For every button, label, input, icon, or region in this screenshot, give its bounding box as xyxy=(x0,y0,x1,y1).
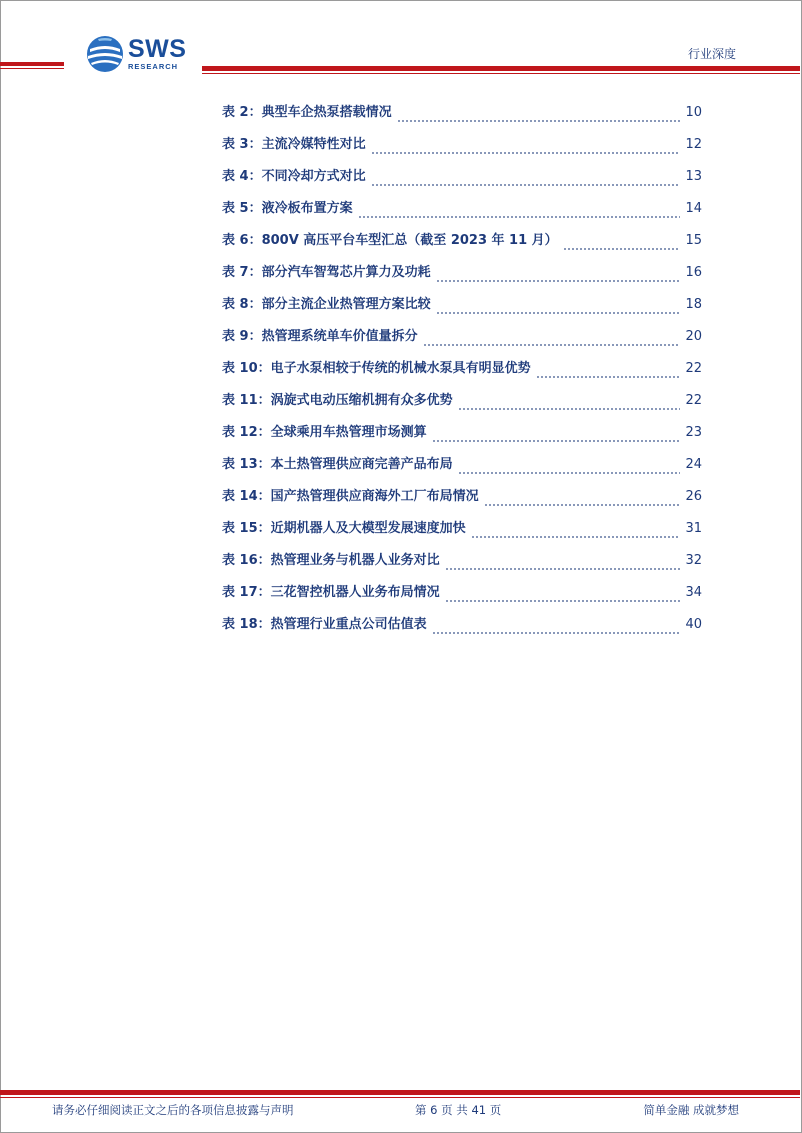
footer-rule-thin xyxy=(0,1097,800,1098)
toc-entry[interactable] xyxy=(222,485,702,517)
toc-entry-page: 16 xyxy=(685,265,702,280)
toc-entry[interactable] xyxy=(222,293,702,325)
footer-disclaimer: 请务必仔细阅读正文之后的各项信息披露与声明 xyxy=(52,1103,294,1117)
header-rule-left xyxy=(0,62,64,66)
footer-slogan: 简单金融 成就梦想 xyxy=(643,1103,739,1117)
toc-entry-page: 15 xyxy=(685,233,702,248)
toc-leader-dots xyxy=(371,184,681,186)
toc-entry-label: 表 2：典型车企热泵搭载情况 xyxy=(222,105,392,120)
toc-leader-dots xyxy=(471,536,681,538)
report-category: 行业深度 xyxy=(687,47,736,61)
toc-leader-dots xyxy=(358,216,681,218)
toc-entry-page: 10 xyxy=(685,105,702,120)
toc-entry-page: 23 xyxy=(685,425,702,440)
toc-leader-dots xyxy=(445,568,681,570)
toc-entry-label: 表 7：部分汽车智驾芯片算力及功耗 xyxy=(222,265,431,280)
toc-entry[interactable] xyxy=(222,549,702,581)
toc-entry-page: 13 xyxy=(685,169,702,184)
logo-subtitle: RESEARCH xyxy=(128,62,179,72)
toc-entry[interactable] xyxy=(222,421,702,453)
toc-entry[interactable] xyxy=(222,581,702,613)
toc-entry[interactable] xyxy=(222,517,702,549)
toc-entry-label: 表 3：主流冷媒特性对比 xyxy=(222,137,366,152)
toc-entry[interactable] xyxy=(222,165,702,197)
toc-entry-page: 22 xyxy=(685,393,702,408)
toc-entry-page: 18 xyxy=(685,297,702,312)
toc-leader-dots xyxy=(432,440,681,442)
table-of-contents xyxy=(222,101,702,645)
toc-leader-dots xyxy=(563,248,681,250)
toc-entry-label: 表 5：液冷板布置方案 xyxy=(222,201,353,216)
toc-entry-label: 表 4：不同冷却方式对比 xyxy=(222,169,366,184)
toc-leader-dots xyxy=(484,504,681,506)
toc-entry-label: 表 12：全球乘用车热管理市场测算 xyxy=(222,425,427,440)
toc-entry-page: 24 xyxy=(685,457,702,472)
toc-entry[interactable] xyxy=(222,133,702,165)
sws-globe-icon xyxy=(86,35,124,73)
toc-entry-page: 22 xyxy=(685,361,702,376)
toc-leader-dots xyxy=(458,472,681,474)
toc-leader-dots xyxy=(436,312,681,314)
toc-entry-page: 12 xyxy=(685,137,702,152)
toc-leader-dots xyxy=(432,632,681,634)
toc-entry-page: 31 xyxy=(685,521,702,536)
toc-entry[interactable] xyxy=(222,613,702,645)
toc-leader-dots xyxy=(458,408,681,410)
toc-leader-dots xyxy=(371,152,681,154)
toc-entry[interactable] xyxy=(222,197,702,229)
toc-entry-label: 表 16：热管理业务与机器人业务对比 xyxy=(222,553,440,568)
header-rule-right-thin xyxy=(202,73,800,74)
logo-wordmark: SWS xyxy=(128,35,187,64)
toc-leader-dots xyxy=(397,120,681,122)
toc-entry[interactable] xyxy=(222,101,702,133)
footer-rule xyxy=(0,1090,800,1095)
toc-entry[interactable] xyxy=(222,325,702,357)
toc-entry-page: 14 xyxy=(685,201,702,216)
header-rule-right xyxy=(202,66,800,71)
toc-entry[interactable] xyxy=(222,357,702,389)
toc-entry-page: 20 xyxy=(685,329,702,344)
header-rule-left-thin xyxy=(0,68,64,69)
toc-entry-page: 32 xyxy=(685,553,702,568)
toc-entry-label: 表 15：近期机器人及大模型发展速度加快 xyxy=(222,521,466,536)
toc-entry-page: 34 xyxy=(685,585,702,600)
toc-entry-page: 40 xyxy=(685,617,702,632)
toc-entry-label: 表 17：三花智控机器人业务布局情况 xyxy=(222,585,440,600)
toc-entry-label: 表 10：电子水泵相较于传统的机械水泵具有明显优势 xyxy=(222,361,531,376)
toc-entry-page: 26 xyxy=(685,489,702,504)
toc-entry-label: 表 14：国产热管理供应商海外工厂布局情况 xyxy=(222,489,479,504)
toc-entry-label: 表 13：本土热管理供应商完善产品布局 xyxy=(222,457,453,472)
toc-entry[interactable] xyxy=(222,261,702,293)
toc-leader-dots xyxy=(536,376,681,378)
toc-leader-dots xyxy=(423,344,681,346)
toc-entry[interactable] xyxy=(222,229,702,261)
toc-entry-label: 表 18：热管理行业重点公司估值表 xyxy=(222,617,427,632)
toc-entry-label: 表 11：涡旋式电动压缩机拥有众多优势 xyxy=(222,393,453,408)
toc-entry[interactable] xyxy=(222,453,702,485)
page-number: 第 6 页 共 41 页 xyxy=(415,1103,502,1117)
toc-entry-label: 表 8：部分主流企业热管理方案比较 xyxy=(222,297,431,312)
toc-leader-dots xyxy=(436,280,681,282)
toc-entry-label: 表 9：热管理系统单车价值量拆分 xyxy=(222,329,418,344)
toc-entry[interactable] xyxy=(222,389,702,421)
sws-logo xyxy=(86,33,186,75)
toc-entry-label: 表 6：800V 高压平台车型汇总（截至 2023 年 11 月） xyxy=(222,233,558,248)
toc-leader-dots xyxy=(445,600,681,602)
